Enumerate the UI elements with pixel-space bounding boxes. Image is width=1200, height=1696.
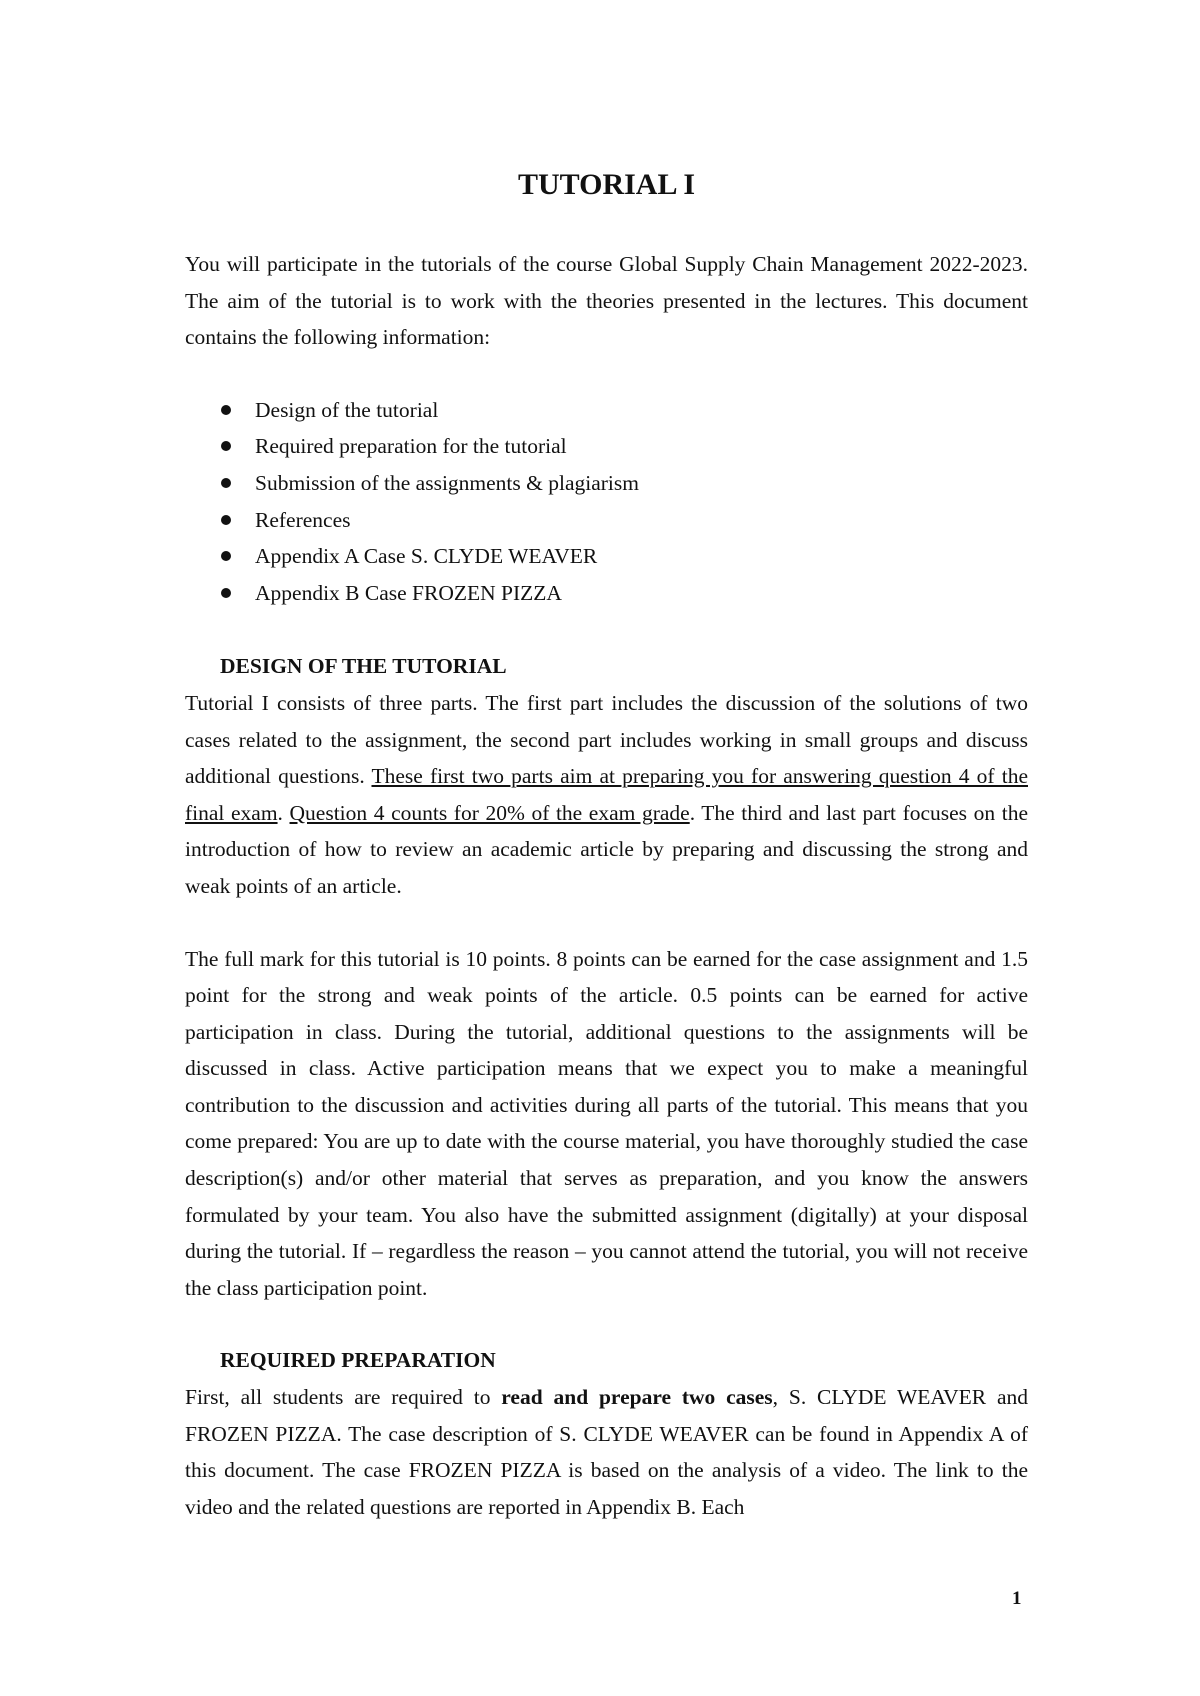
underlined-text: Question 4 counts for 20% of the exam grade [289,800,690,825]
spacer [185,905,1028,941]
list-item [221,502,1028,539]
design-paragraph-1 [185,685,1028,905]
list-item [221,538,1028,575]
bullet-icon [221,405,231,415]
list-item [221,428,1028,465]
text-run: . The third and last part focuses on the introduction of how to review an academic article by preparing and discussing the strong and weak points of an article. [185,800,1028,898]
list-item-text: Appendix B Case FROZEN PIZZA [255,580,562,605]
bullet-icon [221,551,231,561]
intro-paragraph: You will participate in the tutorials of the course Global Supply Chain Management 2022-2023. The aim of the tutorial is to work with the theories presented in the lectures. This document contains the following information: [185,252,1028,350]
list-item [221,392,1028,429]
preparation-heading: REQUIRED PREPARATION [220,1348,496,1373]
design-paragraph-2: The full mark for this tutorial is 10 points. 8 points can be earned for the case assignment and 1.5 point for the strong and weak points of the article. 0.5 points can be earned for active participation in class. During the tutorial, additional questions to the assignments will be discussed in class. Active participation means that we expect you to make a meaningful contribution to the discussion and activities during all parts of the tutorial. This means that you come prepared: You are up to date with the course material, you have thoroughly studied the case description(s) and/or other material that serves as preparation, and you know the answers formulated by your team. You also have the submitted assignment (digitally) at your disposal during the tutorial. If – regardless the reason – you cannot attend the tutorial, you will not receive the class participation point. [185,946,1028,1300]
bullet-icon [221,441,231,451]
spacer [185,611,1028,648]
text-run: Tutorial I consists of three parts. The first part includes the discussion of the solutions of two cases related to the assignment, the second part includes working in small groups and discuss additional questions. [185,690,1028,789]
list-item [221,465,1028,502]
list-item-text: Design of the tutorial [255,397,439,422]
design-heading: DESIGN OF THE TUTORIAL [220,654,507,679]
text-run: First, all students are required to [185,1385,502,1410]
spacer [185,1306,1028,1342]
page-title: TUTORIAL I [517,168,695,201]
text-run: , S. CLYDE WEAVER and FROZEN PIZZA. The case description of S. CLYDE WEAVER can be found in Appendix A of this document. The case FROZEN PIZZA is based on the analysis of a video. The link to the video and the related questions are reported in Appendix B. Each [185,1385,1028,1519]
bullet-icon [221,478,231,488]
preparation-paragraph [185,1379,1028,1525]
text-run: . [277,800,290,825]
bullet-icon [221,588,231,598]
page-number: 1 [1012,1588,1022,1609]
list-item-text: Appendix A Case S. CLYDE WEAVER [255,544,598,569]
list-item-text: Required preparation for the tutorial [255,434,567,459]
contents-list [185,392,1028,612]
bullet-icon [221,515,231,525]
list-item-text: Submission of the assignments & plagiarism [255,470,639,495]
page-content [185,152,1028,1525]
underlined-text: These first two parts aim at preparing you for answering question 4 of the final exam [185,764,1028,825]
spacer [185,356,1028,392]
list-item-text: References [255,507,351,532]
list-item [221,575,1028,612]
bold-text: read and prepare two cases [501,1385,773,1410]
